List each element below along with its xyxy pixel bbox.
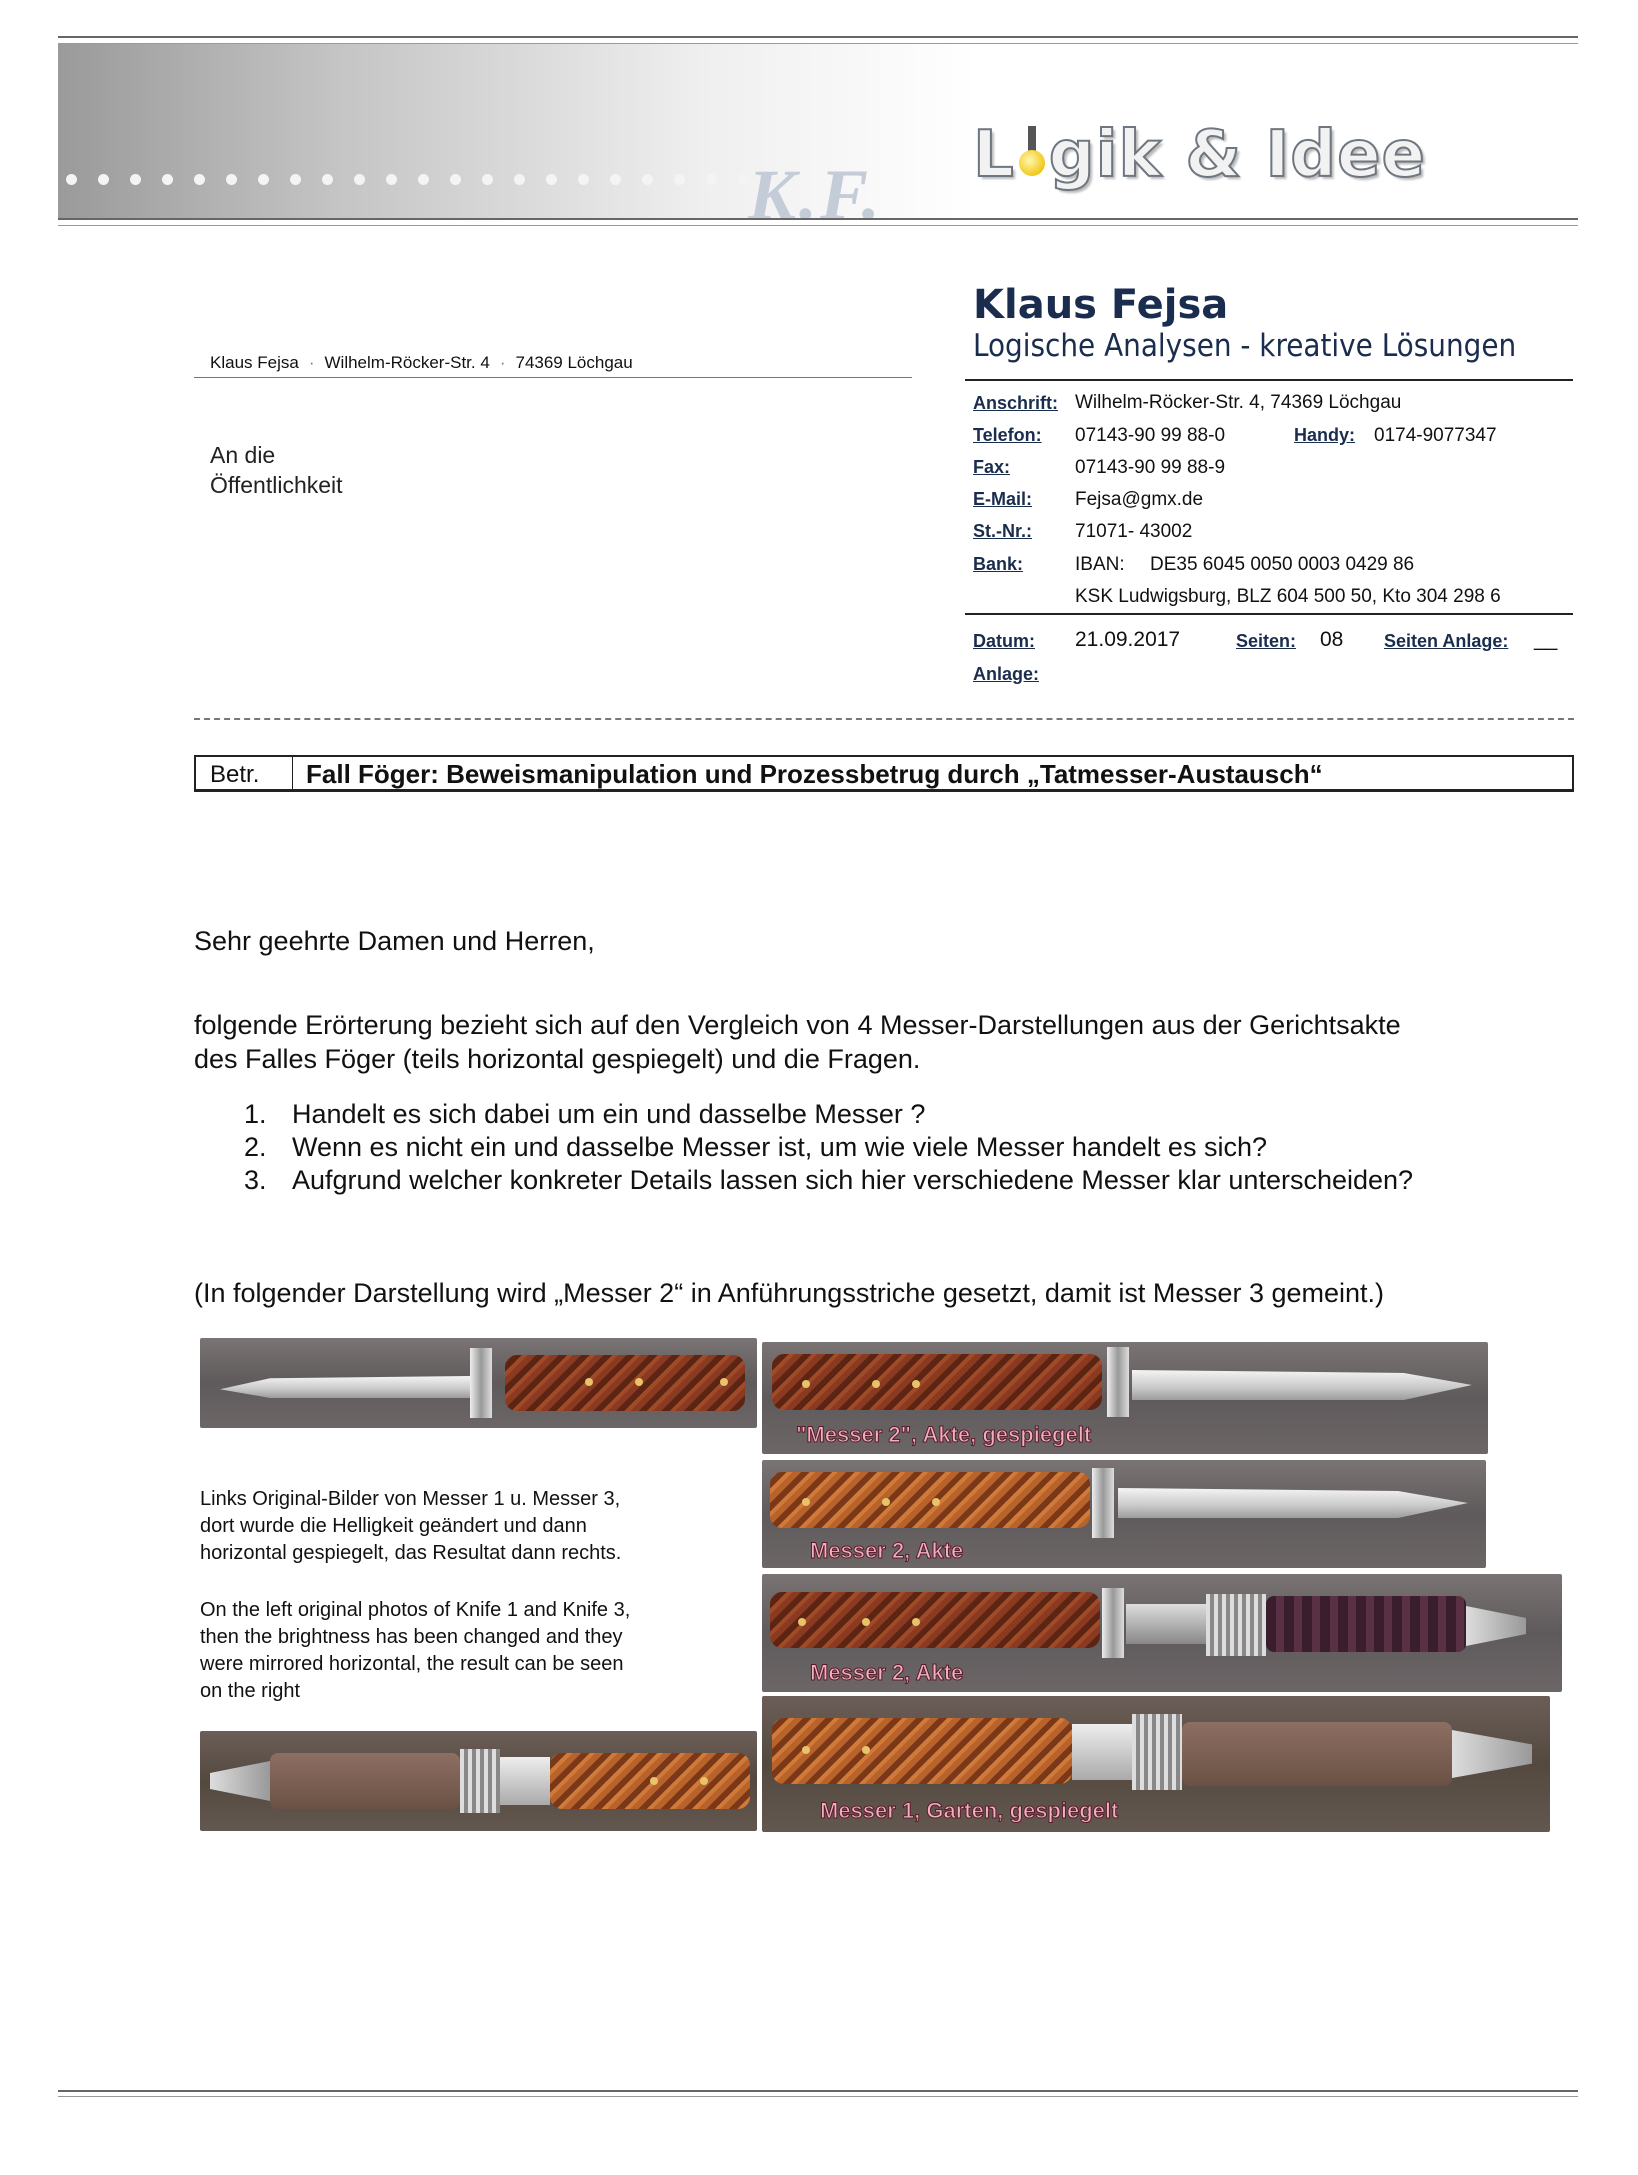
footer-rule [58,2090,1578,2097]
tax-value: 71071- 43002 [1075,521,1193,542]
phone-value: 07143-90 99 88-0 [1075,425,1226,446]
knife-photo-left-top [200,1338,757,1428]
address-label: Anschrift: [973,393,1058,413]
sender-line: Klaus Fejsa · Wilhelm-Röcker-Str. 4 · 74369 Löchgau [210,353,633,372]
email-value: Fejsa@gmx.de [1075,489,1204,510]
caption-3: Messer 2, Akte [810,1660,964,1685]
fax-value: 07143-90 99 88-9 [1075,457,1226,478]
figure-note-en: On the left original photos of Knife 1 and Knife 3, then the brightness has been changed and they were mirrored horizontal, the result can be seen on the right [200,1599,631,1702]
mobile-value: 0174-9077347 [1374,425,1497,446]
list-item: 2. Wenn es nicht ein und dasselbe Messer ist, um wie viele Messer handelt es sich? [244,1132,1267,1162]
knife-photo-right-4 [762,1696,1550,1832]
figure-note-de: Links Original-Bilder von Messer 1 u. Messer 3, dort wurde die Helligkeit geändert und dann horizontal gespiegelt, das Resultat dann rechts. [200,1488,622,1564]
question-list [244,1098,1413,1197]
salutation: Sehr geehrte Damen und Herren, [194,926,595,956]
list-item: 1. Handelt es sich dabei um ein und dasselbe Messer ? [244,1099,926,1129]
sender-rule [194,377,912,378]
knife-photo-right-3 [762,1574,1562,1692]
attach-pages-value: __ [1534,628,1558,651]
banner-bottom-rule [58,218,1578,226]
logo-text-right: gik & Idee [1048,118,1426,192]
bank-line-2: KSK Ludwigsburg, BLZ 604 500 50, Kto 304 298 6 [1075,586,1501,607]
knife-photo-left-bottom [200,1731,757,1831]
lightbulb-icon [1017,124,1047,178]
address-value: Wilhelm-Röcker-Str. 4, 74369 Löchgau [1075,392,1402,413]
banner-top-rule [58,36,1578,44]
iban-value: DE35 6045 0050 0003 0429 86 [1150,554,1415,575]
knife-photo-right-1 [762,1342,1488,1454]
recipient-block [210,440,343,500]
letterhead-name: Klaus Fejsa [973,282,1229,328]
date-label: Datum: [973,631,1035,651]
letterhead-banner [58,36,1578,235]
attach-label: Anlage: [973,664,1040,684]
letterhead-rule [965,379,1573,381]
sender-street: Wilhelm-Röcker-Str. 4 [324,353,490,372]
banner-dots [66,174,749,185]
pages-value: 08 [1320,628,1344,651]
email-label: E-Mail: [973,489,1033,509]
subject-box [194,755,1574,792]
phone-label: Telefon: [973,425,1042,445]
banner-initials: K.F. [748,155,883,235]
header-divider [194,718,1574,720]
fax-label: Fax: [973,457,1011,477]
sender-city: 74369 Löchgau [515,353,633,372]
attach-pages-label: Seiten Anlage: [1384,631,1509,651]
letterhead-rule-2 [965,613,1573,615]
intro-line-2: des Falles Föger (teils horizontal gespiegelt) und die Fragen. [194,1044,921,1074]
intro-line-1: folgende Erörterung bezieht sich auf den Vergleich von 4 Messer-Darstellungen aus der Gerichtsakte [194,1010,1401,1040]
knife-photo-right-2 [762,1460,1486,1568]
tax-label: St.-Nr.: [973,521,1033,541]
logo-text-left: L [973,118,1015,192]
sender-name: Klaus Fejsa [210,353,299,372]
caption-1: "Messer 2", Akte, gespiegelt [796,1422,1092,1447]
mobile-label: Handy: [1294,425,1356,445]
date-value: 21.09.2017 [1075,628,1181,651]
caption-2: Messer 2, Akte [810,1538,964,1563]
iban-label: IBAN: [1075,554,1125,575]
bank-label: Bank: [973,554,1024,574]
subject-label: Betr. [210,761,260,788]
recipient-line-2: Öffentlichkeit [210,472,343,498]
caption-4: Messer 1, Garten, gespiegelt [820,1798,1119,1823]
recipient-line-1: An die [210,442,276,468]
logo [973,118,1426,192]
letterhead-tagline: Logische Analysen - kreative Lösungen [973,328,1517,364]
pages-label: Seiten: [1236,631,1297,651]
subject-text: Fall Föger: Beweismanipulation und Prozessbetrug durch „Tatmesser-Austausch“ [306,759,1323,789]
note-text: (In folgender Darstellung wird „Messer 2“ in Anführungsstriche gesetzt, damit ist Messer 3 gemeint.) [194,1278,1385,1308]
subject-divider [292,757,293,789]
list-item: 3. Aufgrund welcher konkreter Details lassen sich hier verschiedene Messer klar unterscheiden? [244,1165,1414,1195]
